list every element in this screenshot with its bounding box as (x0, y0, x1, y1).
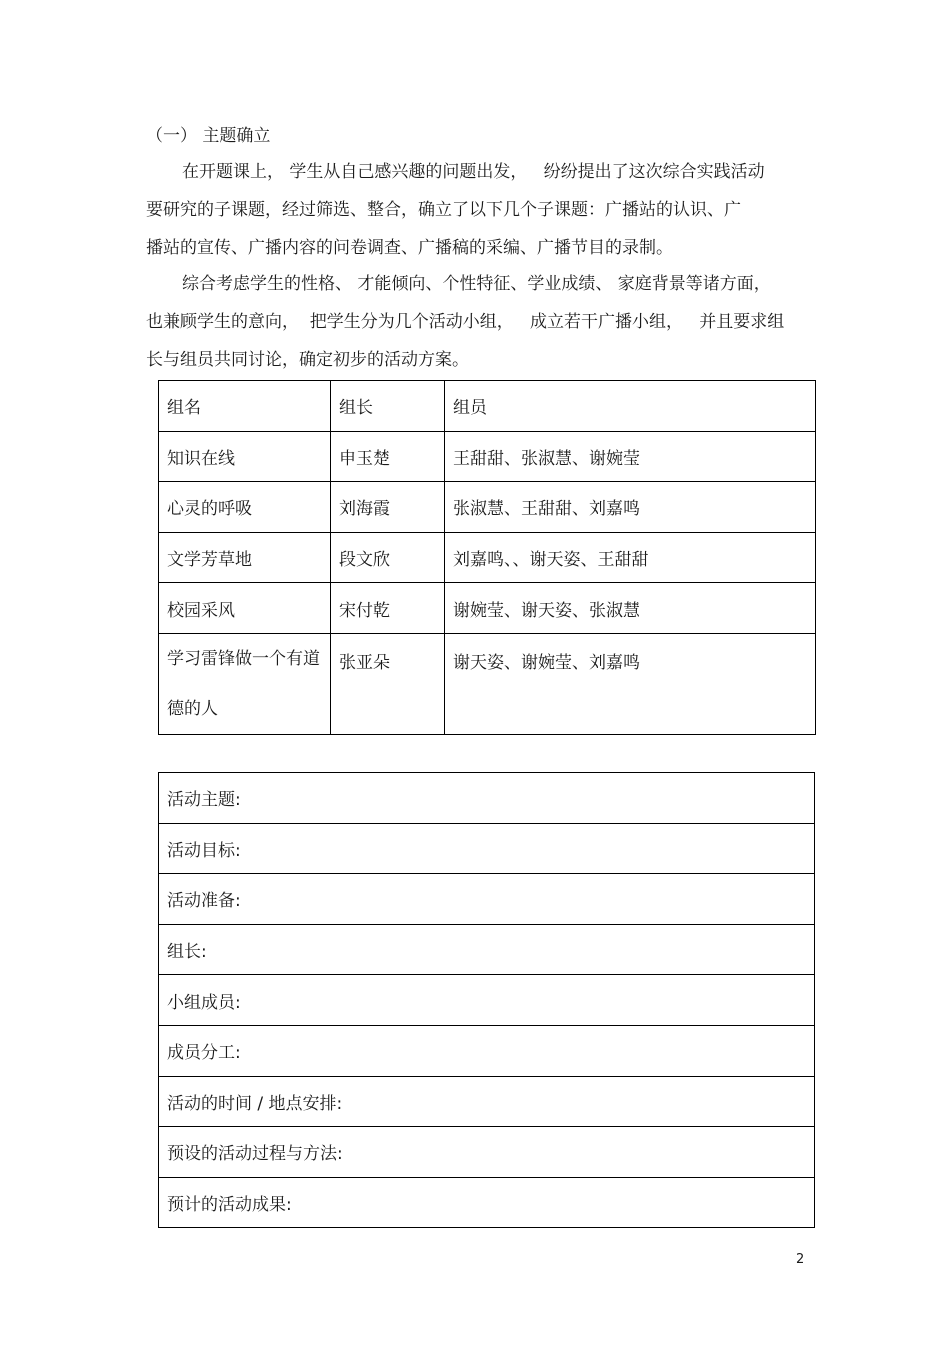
table-row (159, 431, 816, 482)
leader-cell: 段文欣 (331, 532, 445, 583)
page-number: 2 (796, 1252, 805, 1267)
paragraph-line: 播站的宣传、广播内容的问卷调查、广播稿的采编、广播节目的录制。 (146, 238, 673, 258)
leader-cell: 张亚朵 (331, 633, 445, 734)
form-row (159, 1127, 815, 1178)
form-row (159, 1025, 815, 1076)
paragraph-line: 综合考虑学生的性格、 才能倾向、个性特征、学业成绩、 家庭背景等诸方面， (182, 274, 771, 294)
table-row (159, 633, 816, 734)
members-cell: 王甜甜、张淑慧、谢婉莹 (445, 431, 816, 482)
leader-cell: 刘海霞 (331, 482, 445, 533)
group-name-text: 学习雷锋做一个有道德的人 (167, 648, 320, 719)
group-name-cell (159, 633, 331, 734)
field-group-leader: 组长: (159, 924, 815, 975)
group-name-cell: 校园采风 (159, 583, 331, 634)
form-row (159, 1076, 815, 1127)
members-cell: 刘嘉鸣、、谢天姿、王甜甜 (445, 532, 816, 583)
form-row (159, 924, 815, 975)
header-group-name: 组名 (159, 381, 331, 432)
form-row (159, 823, 815, 874)
form-row (159, 874, 815, 925)
paragraph-line: 在开题课上， 学生从自己感兴趣的问题出发， 纷纷提出了这次综合实践活动 (182, 162, 765, 182)
field-activity-goal: 活动目标: (159, 823, 815, 874)
section-heading: （一） 主题确立 (146, 126, 271, 146)
field-activity-preparation: 活动准备: (159, 874, 815, 925)
form-row (159, 773, 815, 824)
field-expected-result: 预计的活动成果: (159, 1177, 815, 1228)
leader-cell: 申玉楚 (331, 431, 445, 482)
field-activity-theme: 活动主题: (159, 773, 815, 824)
table-row (159, 532, 816, 583)
members-cell: 张淑慧、王甜甜、刘嘉鸣 (445, 482, 816, 533)
paragraph-line: 长与组员共同讨论，确定初步的活动方案。 (146, 350, 469, 370)
table-header-row (159, 381, 816, 432)
leader-cell: 宋付乾 (331, 583, 445, 634)
form-row (159, 1177, 815, 1228)
group-name-cell: 文学芳草地 (159, 532, 331, 583)
paragraph-line: 也兼顾学生的意向， 把学生分为几个活动小组， 成立若干广播小组， 并且要求组 (146, 312, 785, 332)
members-cell: 谢婉莹、谢天姿、张淑慧 (445, 583, 816, 634)
field-member-division: 成员分工: (159, 1025, 815, 1076)
members-cell: 谢天姿、谢婉莹、刘嘉鸣 (445, 633, 816, 734)
field-group-members: 小组成员: (159, 975, 815, 1026)
field-time-location: 活动的时间 / 地点安排: (159, 1076, 815, 1127)
paragraph-line: 要研究的子课题，经过筛选、整合，确立了以下几个子课题：广播站的认识、广 (146, 200, 741, 220)
group-table (158, 380, 816, 735)
header-members: 组员 (445, 381, 816, 432)
header-leader: 组长 (331, 381, 445, 432)
activity-plan-form (158, 772, 815, 1228)
table-row (159, 583, 816, 634)
group-name-cell: 心灵的呼吸 (159, 482, 331, 533)
field-process-method: 预设的活动过程与方法: (159, 1127, 815, 1178)
form-row (159, 975, 815, 1026)
table-row (159, 482, 816, 533)
group-name-cell: 知识在线 (159, 431, 331, 482)
